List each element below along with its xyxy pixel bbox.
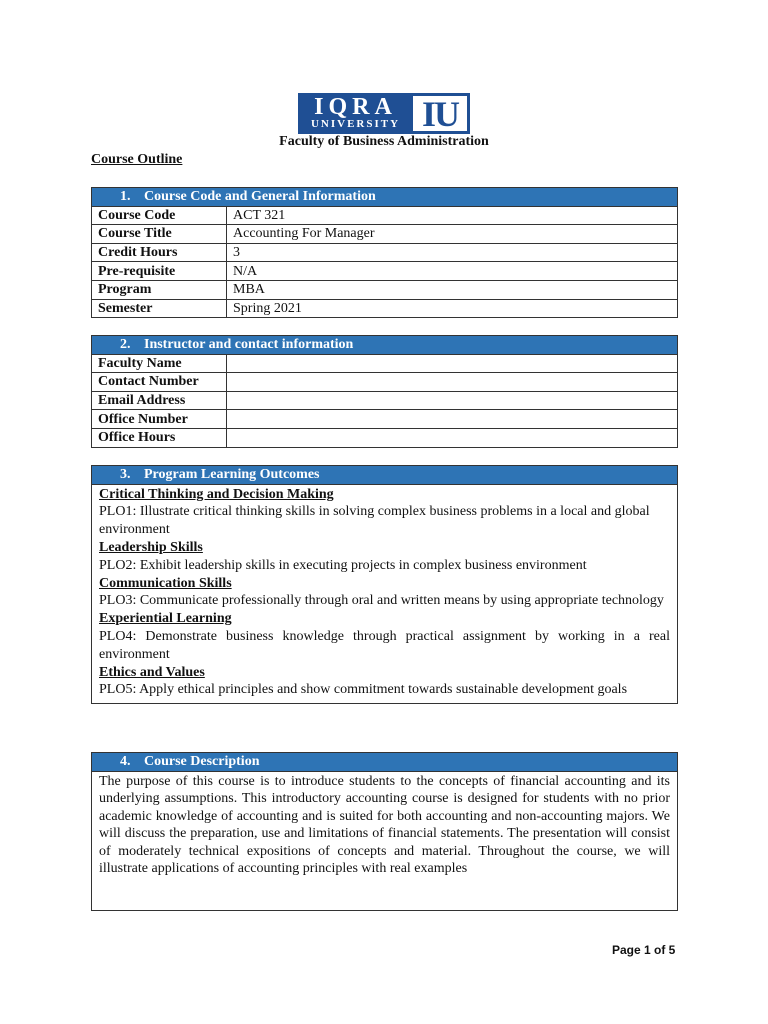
section-course-description (91, 752, 678, 911)
logo-wordmark (298, 93, 413, 134)
table-row (92, 299, 678, 318)
section-number: 3. (120, 467, 131, 483)
table-row (92, 373, 678, 392)
section-header (92, 753, 678, 772)
row-value (227, 354, 678, 373)
section-number: 2. (120, 337, 131, 353)
table-row (92, 206, 678, 225)
row-value: N/A (227, 262, 678, 281)
table-row (92, 354, 678, 373)
row-value (227, 373, 678, 392)
outcome-text: PLO4: Demonstrate business knowledge through practical assignment by working in a real environment (99, 628, 670, 662)
outcomes-body (92, 484, 678, 704)
table-row (92, 280, 678, 299)
row-value (227, 428, 678, 447)
section-learning-outcomes (91, 465, 678, 704)
logo-subword: UNIVERSITY (310, 118, 401, 130)
row-label: Course Code (92, 206, 227, 225)
logo-monogram: IU (413, 96, 467, 131)
outcome-heading: Communication Skills (99, 575, 232, 591)
section-title: Course Code and General Information (144, 189, 376, 205)
outcome-heading: Leadership Skills (99, 539, 203, 555)
row-value: MBA (227, 280, 678, 299)
section-title: Instructor and contact information (144, 337, 354, 353)
table-row (92, 428, 678, 447)
row-value: 3 (227, 243, 678, 262)
logo-word: IQRA (314, 94, 397, 120)
section-header (92, 336, 678, 355)
section-title: Program Learning Outcomes (144, 467, 320, 483)
row-label: Office Number (92, 410, 227, 429)
section-header (92, 188, 678, 207)
section-general-info (91, 187, 678, 318)
table-row (92, 391, 678, 410)
outcome-heading: Experiential Learning (99, 611, 232, 627)
course-outline-title: Course Outline (91, 152, 183, 167)
table-row (92, 262, 678, 281)
section-number: 4. (120, 754, 131, 770)
row-value: Accounting For Manager (227, 225, 678, 244)
section-instructor-info (91, 335, 678, 448)
outcome-heading: Ethics and Values (99, 664, 205, 680)
row-label: Course Title (92, 225, 227, 244)
row-value (227, 391, 678, 410)
course-description-text: The purpose of this course is to introduce students to the concepts of financial accounting and its underlying assumptions. This introductory accounting course is designed for students with no prior academic knowledge of accounting and is suited for both accounting and non-accounting majors. We will discuss the preparation, use and limitations of financial statements. The presentation will consist of moderately technical expositions of concepts and material. Throughout the course, we will illustrate applications of accounting principles with real examples (92, 771, 678, 910)
faculty-title: Faculty of Business Administration (279, 134, 489, 149)
table-row (92, 243, 678, 262)
outcome-heading: Critical Thinking and Decision Making (99, 486, 334, 502)
row-label: Office Hours (92, 428, 227, 447)
row-value: Spring 2021 (227, 299, 678, 318)
row-label: Program (92, 280, 227, 299)
row-label: Contact Number (92, 373, 227, 392)
table-row (92, 410, 678, 429)
row-value (227, 410, 678, 429)
page-number: Page 1 of 5 (612, 943, 676, 957)
section-header (92, 466, 678, 485)
table-row (92, 225, 678, 244)
section-title: Course Description (144, 754, 260, 770)
row-label: Semester (92, 299, 227, 318)
section-number: 1. (120, 189, 131, 205)
row-label: Email Address (92, 391, 227, 410)
outcome-text: PLO2: Exhibit leadership skills in executing projects in complex business environment (99, 557, 587, 573)
row-label: Pre-requisite (92, 262, 227, 281)
outcome-text: PLO1: Illustrate critical thinking skills in solving complex business problems in a local and global environment (99, 504, 650, 538)
university-logo (298, 93, 470, 134)
row-value: ACT 321 (227, 206, 678, 225)
outcome-text: PLO3: Communicate professionally through oral and written means by using appropriate technology (99, 593, 664, 609)
row-label: Credit Hours (92, 243, 227, 262)
row-label: Faculty Name (92, 354, 227, 373)
outcome-text: PLO5: Apply ethical principles and show commitment towards sustainable development goals (99, 682, 628, 698)
